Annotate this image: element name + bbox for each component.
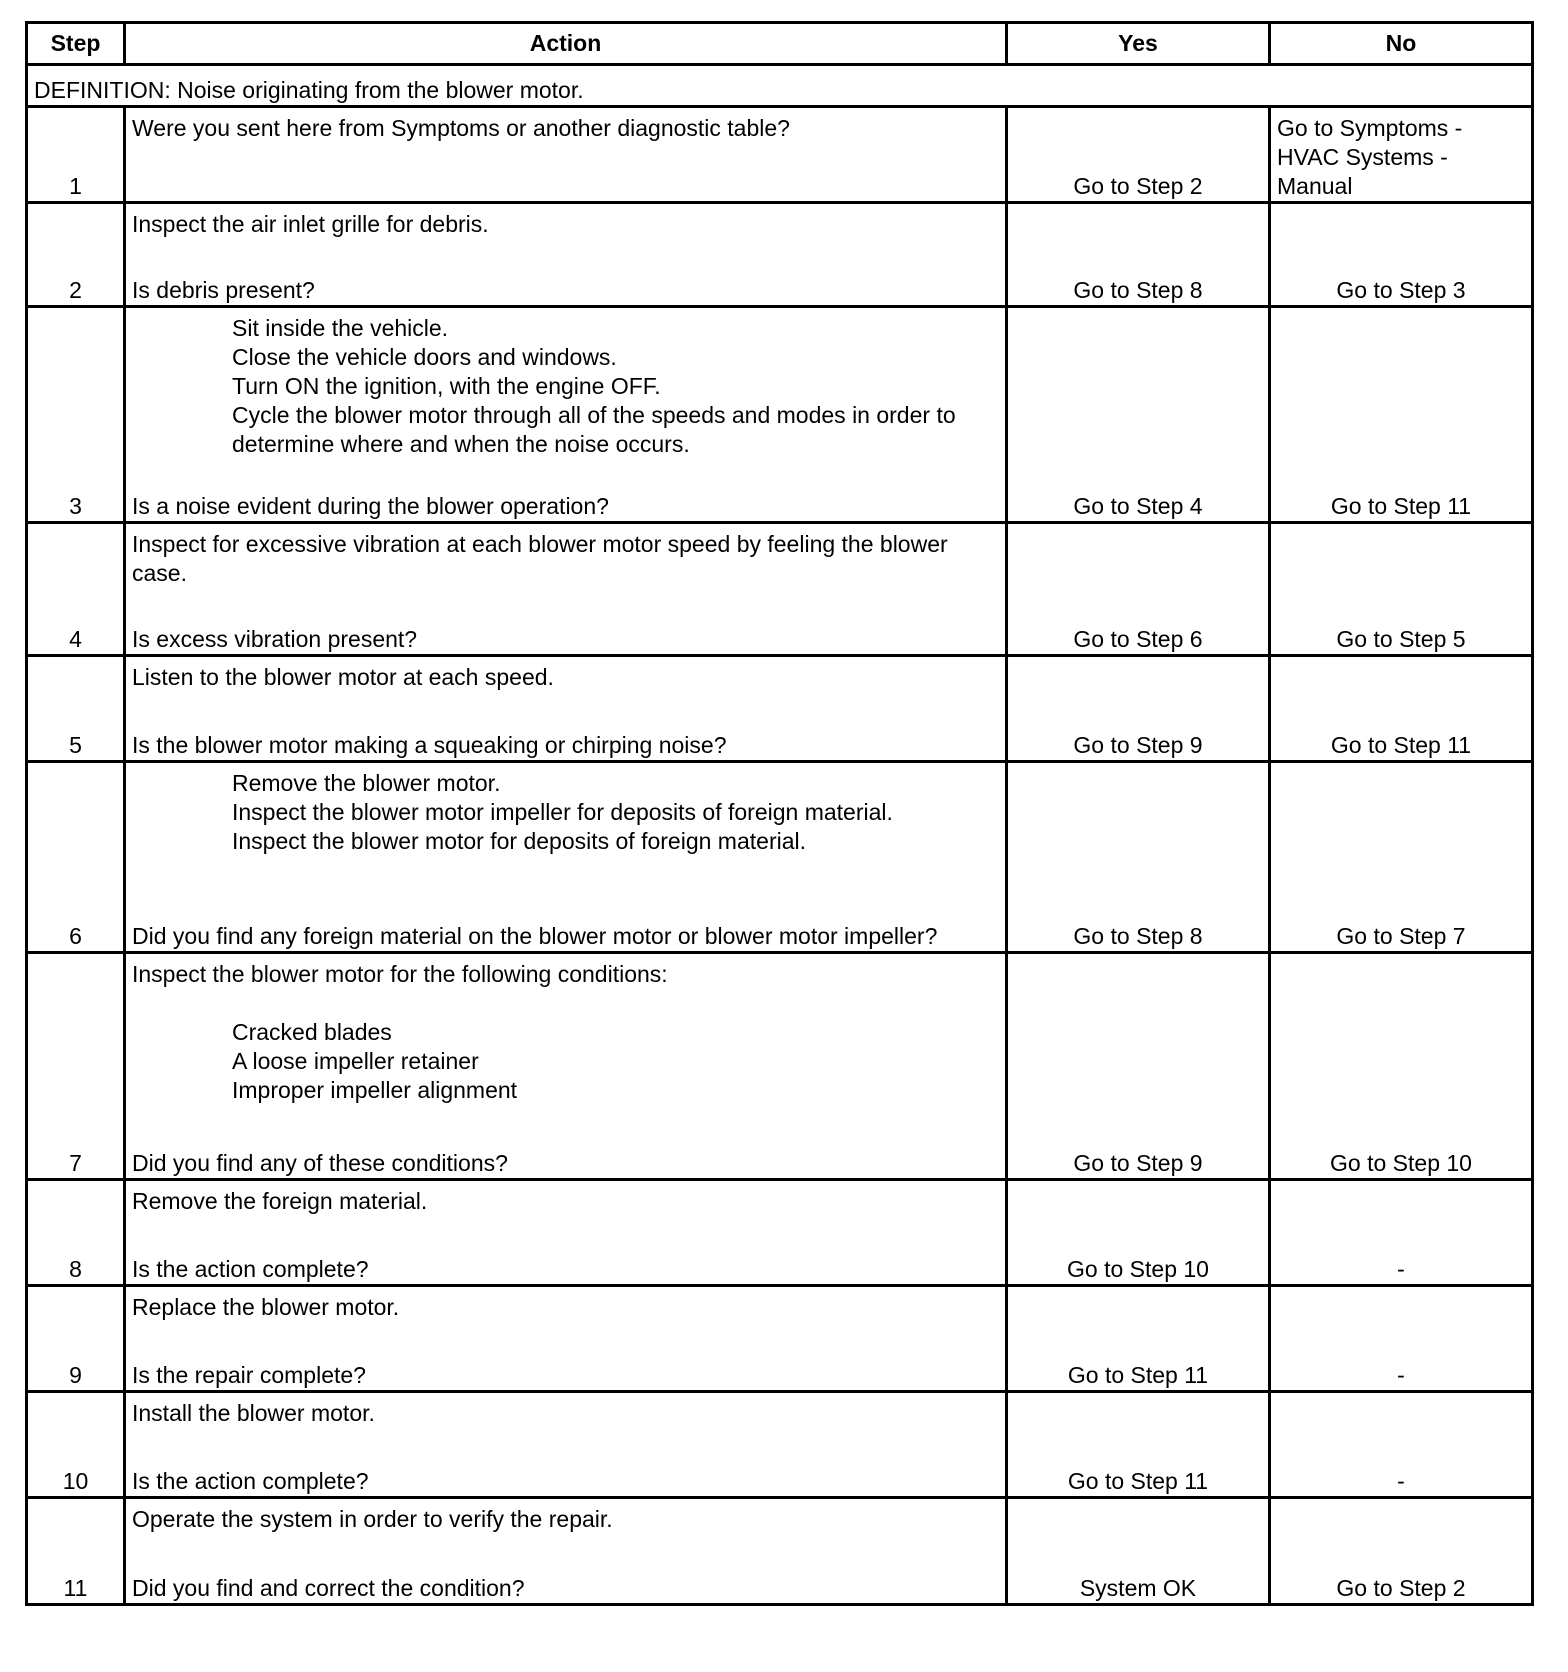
action-instructions	[132, 1505, 999, 1534]
action-instructions	[132, 960, 999, 1105]
action-instructions	[132, 210, 999, 239]
step-number: 1	[27, 107, 125, 203]
spacer	[132, 989, 999, 1018]
action-line: Install the blower motor.	[132, 1400, 375, 1426]
action-instructions	[132, 769, 999, 856]
table-row	[27, 307, 1533, 523]
action-instructions	[132, 1293, 999, 1322]
no-result: -	[1270, 1286, 1533, 1392]
step-number: 10	[27, 1392, 125, 1498]
action-content	[132, 769, 999, 951]
yes-result: Go to Step 9	[1007, 953, 1270, 1180]
action-substep: Remove the blower motor.	[232, 770, 501, 796]
table-row	[27, 1286, 1533, 1392]
question-line: Did you find any foreign material on the blower motor or blower motor impeller?	[132, 923, 938, 949]
yes-result: Go to Step 9	[1007, 656, 1270, 762]
question-line: Is the action complete?	[132, 1468, 369, 1494]
step-number: 6	[27, 762, 125, 953]
action-cell	[125, 523, 1007, 656]
action-substep: Cracked blades	[232, 1019, 392, 1045]
no-result: Go to Step 7	[1270, 762, 1533, 953]
no-result: Go to Symptoms - HVAC Systems - Manual	[1270, 107, 1533, 203]
diagnostic-table	[25, 21, 1534, 1606]
action-question	[132, 625, 999, 654]
action-content	[132, 314, 999, 521]
table-row	[27, 523, 1533, 656]
table-row	[27, 107, 1533, 203]
no-result: Go to Step 11	[1270, 307, 1533, 523]
step-number: 9	[27, 1286, 125, 1392]
table-row	[27, 1180, 1533, 1286]
question-line: Is a noise evident during the blower operation?	[132, 493, 609, 519]
question-line: Is the action complete?	[132, 1256, 369, 1282]
table-row	[27, 203, 1533, 307]
step-number: 7	[27, 953, 125, 1180]
action-question	[132, 1149, 999, 1178]
table-row	[27, 762, 1533, 953]
question-line: Did you find any of these conditions?	[132, 1150, 508, 1176]
table-row	[27, 953, 1533, 1180]
action-instructions	[132, 530, 999, 588]
header-no: No	[1270, 23, 1533, 65]
action-instructions	[132, 1399, 999, 1428]
action-question	[132, 731, 999, 760]
table-row	[27, 1498, 1533, 1605]
action-line: Inspect the air inlet grille for debris.	[132, 211, 489, 237]
yes-result: Go to Step 11	[1007, 1286, 1270, 1392]
action-cell	[125, 656, 1007, 762]
action-content	[132, 663, 999, 760]
header-action: Action	[125, 23, 1007, 65]
action-content	[132, 530, 999, 654]
question-line: Did you find and correct the condition?	[132, 1575, 525, 1601]
yes-result: Go to Step 6	[1007, 523, 1270, 656]
action-question	[132, 1467, 999, 1496]
action-instructions	[132, 314, 999, 459]
action-content	[132, 1505, 999, 1603]
question-line: Is the blower motor making a squeaking or chirping noise?	[132, 732, 727, 758]
action-question	[132, 1361, 999, 1390]
action-line: Listen to the blower motor at each speed.	[132, 664, 554, 690]
no-result: Go to Step 11	[1270, 656, 1533, 762]
action-line: Operate the system in order to verify the repair.	[132, 1506, 613, 1532]
no-result: Go to Step 2	[1270, 1498, 1533, 1605]
action-line: Inspect for excessive vibration at each blower motor speed by feeling the blower case.	[132, 531, 948, 586]
yes-result: Go to Step 8	[1007, 203, 1270, 307]
yes-result: Go to Step 4	[1007, 307, 1270, 523]
action-instructions	[132, 663, 999, 692]
header-step: Step	[27, 23, 125, 65]
action-substep: Inspect the blower motor impeller for deposits of foreign material.	[232, 799, 893, 825]
header-row	[27, 23, 1533, 65]
action-line: Remove the foreign material.	[132, 1188, 428, 1214]
action-question	[132, 922, 999, 951]
action-cell	[125, 107, 1007, 203]
action-cell	[125, 203, 1007, 307]
action-content	[132, 960, 999, 1178]
no-result: Go to Step 10	[1270, 953, 1533, 1180]
action-instructions	[132, 114, 999, 143]
yes-result: Go to Step 11	[1007, 1392, 1270, 1498]
action-content	[132, 1399, 999, 1496]
action-cell	[125, 762, 1007, 953]
action-content	[132, 210, 999, 305]
action-line: Inspect the blower motor for the following conditions:	[132, 961, 668, 987]
yes-result: Go to Step 10	[1007, 1180, 1270, 1286]
action-content	[132, 114, 999, 201]
action-cell	[125, 1392, 1007, 1498]
table-row	[27, 1392, 1533, 1498]
action-substep: Turn ON the ignition, with the engine OFF.	[232, 373, 661, 399]
no-result: -	[1270, 1180, 1533, 1286]
step-number: 2	[27, 203, 125, 307]
action-substep: Cycle the blower motor through all of the speeds and modes in order to determine where and when the noise occurs.	[232, 402, 956, 457]
definition-text: DEFINITION: Noise originating from the blower motor.	[27, 65, 1533, 107]
action-line: Were you sent here from Symptoms or another diagnostic table?	[132, 115, 790, 141]
action-instructions	[132, 1187, 999, 1216]
action-substep: Sit inside the vehicle.	[232, 315, 449, 341]
action-question	[132, 1574, 999, 1603]
action-substep: Inspect the blower motor for deposits of foreign material.	[232, 828, 807, 854]
action-content	[132, 1187, 999, 1284]
action-substep: Close the vehicle doors and windows.	[232, 344, 617, 370]
action-cell	[125, 1286, 1007, 1392]
action-cell	[125, 307, 1007, 523]
step-number: 5	[27, 656, 125, 762]
no-result: Go to Step 3	[1270, 203, 1533, 307]
action-question	[132, 492, 999, 521]
step-number: 8	[27, 1180, 125, 1286]
action-line: Replace the blower motor.	[132, 1294, 400, 1320]
definition-row	[27, 65, 1533, 107]
action-cell	[125, 1498, 1007, 1605]
action-question	[132, 276, 999, 305]
step-number: 3	[27, 307, 125, 523]
no-result: -	[1270, 1392, 1533, 1498]
header-yes: Yes	[1007, 23, 1270, 65]
step-number: 11	[27, 1498, 125, 1605]
action-cell	[125, 953, 1007, 1180]
action-question	[132, 1255, 999, 1284]
action-substep: A loose impeller retainer	[232, 1048, 479, 1074]
question-line: Is excess vibration present?	[132, 626, 418, 652]
no-result: Go to Step 5	[1270, 523, 1533, 656]
question-line: Is debris present?	[132, 277, 315, 303]
yes-result: Go to Step 2	[1007, 107, 1270, 203]
step-number: 4	[27, 523, 125, 656]
question-line: Is the repair complete?	[132, 1362, 366, 1388]
yes-result: Go to Step 8	[1007, 762, 1270, 953]
action-content	[132, 1293, 999, 1390]
yes-result: System OK	[1007, 1498, 1270, 1605]
action-substep: Improper impeller alignment	[232, 1077, 518, 1103]
action-cell	[125, 1180, 1007, 1286]
table-row	[27, 656, 1533, 762]
